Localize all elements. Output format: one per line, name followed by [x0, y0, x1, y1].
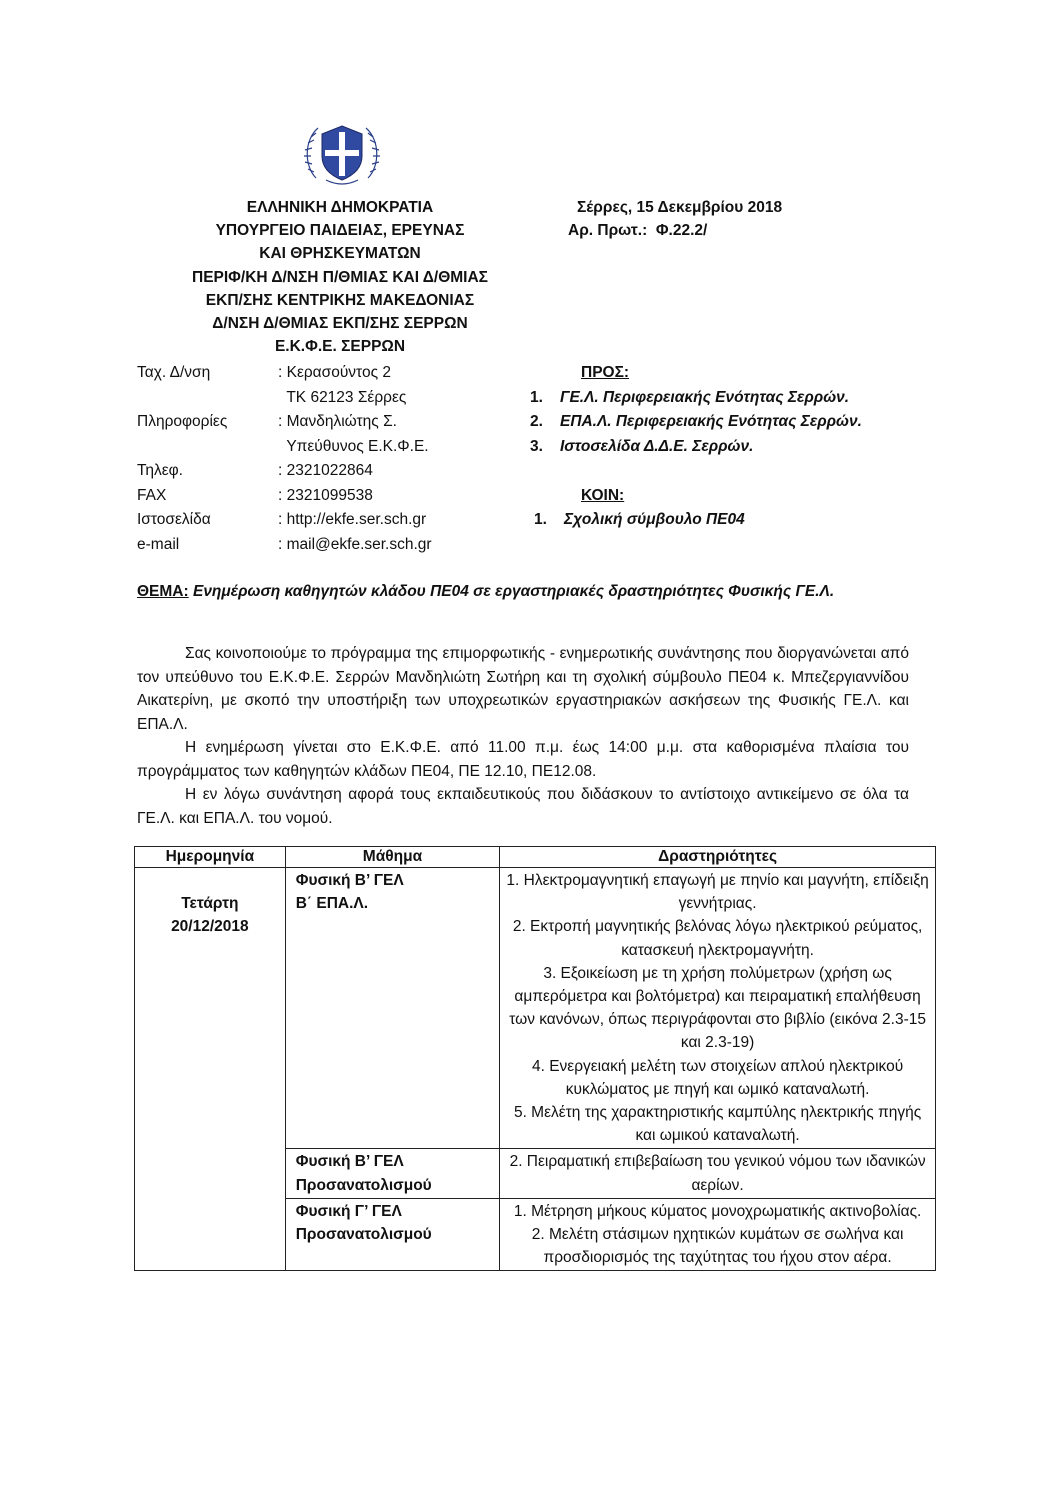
authority-header — [120, 196, 560, 358]
recipient-row — [520, 413, 940, 438]
cc-number: 1. — [534, 511, 547, 528]
column-header-activities: Δραστηριότητες — [500, 847, 936, 868]
header-line: Ε.Κ.Φ.Ε. ΣΕΡΡΩΝ — [274, 338, 406, 356]
recipient-row — [520, 438, 940, 463]
cc-label: ΚΟΙΝ: — [581, 486, 625, 504]
recipient-number: 3. — [530, 437, 543, 455]
subject-text: Ενημέρωση καθηγητών κλάδου ΠΕ04 σε εργαστηριακές δραστηριότητες Φυσικής ΓΕ.Λ. — [188, 583, 835, 600]
course-name: Φυσική Β’ ΓΕΛ — [295, 1153, 404, 1171]
recipient-text: ΓΕ.Λ. Περιφερειακής Ενότητας Σερρών. — [560, 388, 850, 406]
column-header-date: Ημερομηνία — [135, 847, 286, 868]
contact-row — [137, 364, 497, 389]
recipient-number: 2. — [530, 413, 543, 430]
contact-row — [137, 462, 497, 487]
contact-value: : Κερασούντος 2 — [278, 364, 391, 381]
contact-row — [137, 536, 497, 561]
activities-cell — [500, 868, 936, 1149]
course-cell — [285, 868, 499, 1149]
recipient-number: 1. — [530, 388, 543, 406]
header-line: ΕΛΛΗΝΙΚΗ ΔΗΜΟΚΡΑΤΙΑ — [246, 199, 434, 216]
course-name: Φυσική Β’ ΓΕΛ — [295, 872, 404, 889]
contact-row — [137, 487, 497, 512]
body-paragraph: Η εν λόγω συνάντηση αφορά τους εκπαιδευτικούς που διδάσκουν το αντίστοιχο αντικείμενο σε όλα τα ΓΕ.Λ. και ΕΠΑ.Λ. του νομού. — [137, 786, 909, 827]
contact-value: : 2321022864 — [278, 462, 373, 479]
protocol-number: Αρ. Πρωτ.: Φ.22.2/ — [568, 222, 708, 240]
course-cell — [285, 1149, 499, 1198]
activities-cell — [500, 1149, 936, 1198]
date-weekday: Τετάρτη — [181, 895, 239, 912]
header-line: ΥΠΟΥΡΓΕΙΟ ΠΑΙΔΕΙΑΣ, ΕΡΕΥΝΑΣ — [215, 222, 465, 240]
header-line: ΠΕΡΙΦ/ΚΗ Δ/ΝΣΗ Π/ΘΜΙΑΣ ΚΑΙ Δ/ΘΜΙΑΣ — [192, 268, 488, 286]
course-name: Φυσική Γ’ ΓΕΛ — [295, 1202, 402, 1220]
subject-line — [137, 580, 909, 604]
website-link[interactable]: : http://ekfe.ser.sch.gr — [278, 511, 427, 528]
to-label: ΠΡΟΣ: — [581, 364, 630, 381]
activity-item: 3. Εξοικείωση με τη χρήση πολύμετρων (χρήση ως αμπερόμετρα και βολτόμετρα) και πειραματική επαλήθευση των κανόνων, όπως περιγράφονται στο βιβλίο (εικόνα 2.3-15 και 2.3-19) — [509, 964, 926, 1052]
contact-row — [137, 389, 497, 414]
header-line: ΕΚΠ/ΣΗΣ ΚΕΝΤΡΙΚΗΣ ΜΑΚΕΔΟΝΙΑΣ — [205, 291, 475, 309]
contact-key: Τηλεφ. — [137, 462, 183, 479]
activity-item: 2. Μελέτη στάσιμων ηχητικών κυμάτων σε σωλήνα και προσδιορισμός της ταχύτητας του ήχου στον αέρα. — [531, 1226, 904, 1267]
contact-value: : Μανδηλιώτης Σ. — [278, 413, 397, 430]
schedule-table — [134, 846, 936, 1271]
contact-details — [137, 364, 497, 560]
table-header-row — [135, 847, 936, 868]
date-cell — [135, 868, 286, 1271]
cc-row — [520, 511, 940, 536]
contact-key: e-mail — [137, 535, 180, 553]
activity-item: 1. Ηλεκτρομαγνητική επαγωγή με πηνίο και μαγνήτη, επίδειξη γεννήτριας. — [506, 872, 929, 913]
contact-row — [137, 511, 497, 536]
contact-value: : 2321099538 — [278, 486, 373, 504]
course-cell — [285, 1198, 499, 1271]
table-row — [135, 868, 936, 1149]
email-link[interactable]: : mail@ekfe.ser.sch.gr — [278, 535, 432, 553]
recipient-text: Ιστοσελίδα Δ.Δ.Ε. Σερρών. — [560, 437, 754, 455]
contact-row — [137, 438, 497, 463]
recipients-block — [520, 364, 940, 536]
date-protocol-block — [560, 196, 860, 242]
recipient-row — [520, 389, 940, 414]
subject-label: ΘΕΜΑ: — [137, 583, 189, 600]
activity-item: 2. Πειραματική επιβεβαίωση του γενικού νόμου των ιδανικών αερίων. — [509, 1153, 926, 1194]
activity-item: 1. Μέτρηση μήκους κύματος μονοχρωματικής ακτινοβολίας. — [513, 1202, 922, 1220]
course-track: Β΄ ΕΠΑ.Λ. — [295, 895, 369, 913]
body-paragraph: Η ενημέρωση γίνεται στο Ε.Κ.Φ.Ε. από 11.00 π.μ. έως 14:00 μ.μ. στα καθορισμένα πλαίσια του προγράμματος των καθηγητών κλάδων ΠΕ04, ΠΕ 12.10, ΠΕ12.08. — [137, 739, 909, 780]
contact-key: FAX — [137, 486, 167, 504]
contact-value: Υπεύθυνος Ε.Κ.Φ.Ε. — [278, 437, 429, 455]
body-paragraph: Σας κοινοποιούμε το πρόγραμμα της επιμορφωτικής - ενημερωτικής συνάντησης που διοργανώνεται από τον υπεύθυνο του Ε.Κ.Φ.Ε. Σερρών Μανδηλιώτη Σωτήρη και τη σχολική σύμβουλο ΠΕ04 κ. Μπεζεργιαννίδου Αικατερίνη, με σκοπό την υποστήριξη των υποχρεωτικών εργαστηριακών ασκήσεων της Φυσικής ΓΕ.Λ. και ΕΠΑ.Λ. — [137, 645, 909, 733]
cc-text: Σχολική σύμβουλο ΠΕ04 — [564, 511, 745, 528]
contact-key: Πληροφορίες — [137, 413, 228, 430]
course-track: Προσανατολισμού — [295, 1176, 432, 1194]
contact-key: Ταχ. Δ/νση — [137, 364, 211, 381]
recipient-text: ΕΠΑ.Λ. Περιφερειακής Ενότητας Σερρών. — [560, 413, 862, 430]
activity-item: 4. Ενεργειακή μελέτη των στοιχείων απλού ηλεκτρικού κυκλώματος με πηγή και ωμικό καταναλωτή. — [531, 1057, 904, 1098]
activity-item: 2. Εκτροπή μαγνητικής βελόνας λόγω ηλεκτρικού ρεύματος, κατασκευή ηλεκτρομαγνήτη. — [512, 918, 923, 959]
contact-key: Ιστοσελίδα — [137, 511, 211, 528]
column-header-course: Μάθημα — [285, 847, 499, 868]
course-track: Προσανατολισμού — [295, 1226, 432, 1244]
date-value: 20/12/2018 — [171, 918, 249, 936]
activity-item: 5. Μελέτη της χαρακτηριστικής καμπύλης ηλεκτρικής πηγής και ωμικού καταναλωτή. — [513, 1104, 922, 1145]
header-line: Δ/ΝΣΗ Δ/ΘΜΙΑΣ ΕΚΠ/ΣΗΣ ΣΕΡΡΩΝ — [212, 315, 468, 333]
document-date: Σέρρες, 15 Δεκεμβρίου 2018 — [577, 199, 783, 216]
greek-republic-emblem — [296, 118, 388, 188]
header-line: ΚΑΙ ΘΡΗΣΚΕΥΜΑΤΩΝ — [259, 245, 421, 263]
contact-row — [137, 413, 497, 438]
contact-value: ΤΚ 62123 Σέρρες — [278, 388, 407, 406]
activities-cell — [500, 1198, 936, 1271]
letter-body — [137, 642, 909, 830]
